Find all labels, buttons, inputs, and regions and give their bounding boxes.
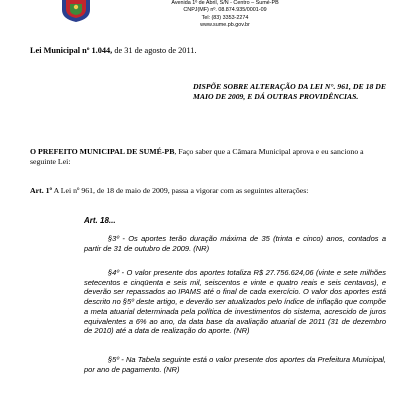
enactment-text: , Faço saber que a Câmara Municipal aprova e eu sanciono a seguinte Lei: (30, 147, 364, 167)
letterhead-cnpj: CNPJ(MF) nº. 08.874.935/0001-09 (183, 7, 267, 14)
paragraph-3-text: §3º - Os aportes terão duração máxima de 35 (trinta e cinco) anos, contados a partir de 31 de outubro de 2009. (NR) (84, 234, 386, 253)
paragraph-4 (84, 268, 386, 336)
mayor-title: O PREFEITO MUNICIPAL DE SUMÉ-PB (30, 147, 175, 156)
letterhead-site: www.sume.pb.gov.br (200, 22, 250, 29)
article-1-text: A Lei nº 961, de 18 de maio de 2009, passa a vigorar com as seguintes alterações: (52, 186, 309, 195)
letterhead-phone: Tel: (83) 3353-2274 (201, 14, 249, 21)
paragraph-3 (84, 234, 386, 253)
municipal-crest-icon (58, 0, 94, 22)
article-1-label: Art. 1º (30, 186, 53, 195)
paragraph-5-text: §5º - Na Tabela seguinte está o valor presente dos aportes da Prefeitura Municipal, por ano de pagamento. (NR) (84, 355, 386, 374)
paragraph-5 (84, 355, 386, 374)
letterhead-address: Avenida 1º de Abril, S/N - Centro – Sumé-PB (171, 0, 279, 6)
law-number: Lei Municipal nº 1.044, (30, 46, 113, 55)
law-date: de 31 de agosto de 2011. (112, 46, 197, 55)
law-summary: DISPÕE SOBRE ALTERAÇÃO DA LEI N°. 961, DE 18 DE MAIO DE 2009, E DÁ OUTRAS PROVIDÊNCIAS. (193, 82, 386, 102)
paragraph-4-text: §4º - O valor presente dos aportes totaliza R$ 27.756.624,06 (vinte e sete milhões setecentos e cinqüenta e seis mil, seiscentos e vinte e quatro reais e seis centavos), e deverão ser repassados ao IPAMS até o final de cada exercício. O valor dos aportes está descrito no §5º deste artigo, e deverão ser atualizados pelo índice de inflação que compõe a meta atuarial determinada pela política de investimentos do sistema, acrescido de juros equivalentes a 6% ao ano, da data base da avaliação atuarial de 2011 (31 de dezembro de 2010) até a data de realização do aporte. (NR) (84, 268, 386, 336)
letterhead (150, 0, 300, 30)
article-1 (30, 186, 390, 195)
article-18-heading: Art. 18... (84, 216, 116, 225)
law-title (30, 46, 197, 55)
enactment-clause (30, 147, 390, 168)
